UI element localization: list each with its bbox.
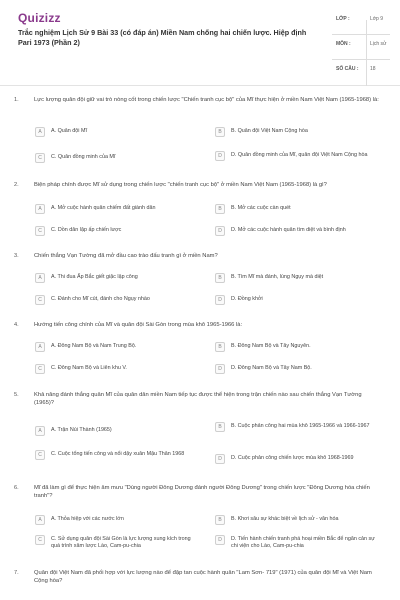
question-number: 5. — [14, 392, 19, 398]
option-letter-badge: A — [35, 515, 45, 525]
option-letter-badge: C — [35, 535, 45, 545]
question-number: 3. — [14, 253, 19, 259]
option-letter-badge: B — [215, 273, 225, 283]
meta-divider — [366, 20, 367, 86]
option-letter-badge: D — [215, 151, 225, 161]
option-text: A. Trận Núi Thành (1965) — [51, 427, 112, 433]
option-letter-badge: B — [215, 515, 225, 525]
option-text: D. Đồng khởi — [231, 296, 263, 302]
option-text: A. Quân đội Mĩ — [51, 128, 87, 134]
option-text: C. Đánh cho Mĩ cút, đánh cho Ngụy nhào — [51, 296, 150, 302]
worksheet-header — [0, 0, 400, 86]
option-letter-badge: C — [35, 226, 45, 236]
option-text: C. Quân đồng minh của Mĩ — [51, 154, 116, 160]
count-label: SỐ CÂU : — [336, 66, 359, 72]
option-text: C. Dồn dân lập ấp chiến lược — [51, 227, 122, 233]
option-letter-badge: A — [35, 127, 45, 137]
option-letter-badge: D — [215, 226, 225, 236]
meta-separator — [332, 59, 390, 60]
option-text: B. Mở các cuộc càn quét — [231, 205, 291, 211]
option-letter-badge: B — [215, 422, 225, 432]
option-letter-badge: B — [215, 127, 225, 137]
option-text: D. Tiến hành chiến tranh phá hoại miền Bắc để ngăn cản sự chi viện cho Lào, Cam-pu-chia — [231, 536, 375, 549]
count-value: 18 — [370, 66, 376, 72]
option-letter-badge: B — [215, 204, 225, 214]
question-number: 6. — [14, 485, 19, 491]
question-number: 4. — [14, 322, 19, 328]
worksheet-title: Trắc nghiệm Lịch Sử 9 Bài 33 (có đáp án) Miền Nam chống hai chiến lược. Hiệp định Pari 1973 (Phần 2) — [18, 28, 307, 47]
question-text: Mĩ đã làm gì để thực hiện âm mưu "Dùng người Đông Dương đánh người Đông Dương" trong chiến lược "Đông Dương hóa chiến tranh"? — [34, 485, 370, 499]
option-letter-badge: B — [215, 342, 225, 352]
option-text: B. Khơi sâu sự khác biệt về lịch sử - văn hóa — [231, 516, 339, 522]
option-text: B. Quân đội Việt Nam Cộng hòa — [231, 128, 308, 134]
option-letter-badge: D — [215, 454, 225, 464]
option-text: A. Đông Nam Bộ và Nam Trung Bộ. — [51, 343, 137, 349]
option-letter-badge: C — [35, 364, 45, 374]
option-text: D. Quân đồng minh của Mĩ, quân đội Việt Nam Cộng hòa — [231, 152, 368, 158]
option-letter-badge: A — [35, 204, 45, 214]
question-text: Biện pháp chính được Mĩ sử dụng trong chiến lược "chiến tranh cục bộ" ở miền Nam Việt Nam (1965-1968) là gì? — [34, 182, 327, 188]
option-text: D. Cuộc phản công chiến lược mùa khô 1968-1969 — [231, 455, 354, 461]
option-text: C. Đông Nam Bộ và Liên khu V. — [51, 365, 127, 371]
option-letter-badge: C — [35, 295, 45, 305]
subject-label: MÔN : — [336, 41, 351, 47]
question-text: Quân đội Việt Nam đã phối hợp với lực lượng nào để đập tan cuộc hành quân "Lam Sơn- 719" (1971) của quân đội Mĩ và Việt Nam Cộng hòa? — [34, 570, 372, 584]
option-letter-badge: A — [35, 426, 45, 436]
option-text: C. Sử dụng quân đội Sài Gòn là lực lượng xung kích trong quá trình xâm lược Lào, Cam-pu-chia — [51, 536, 191, 549]
option-letter-badge: D — [215, 364, 225, 374]
subject-value: Lịch sử — [370, 41, 387, 47]
option-text: D. Đông Nam Bộ và Tây Nam Bộ. — [231, 365, 312, 371]
option-text: A. Mở cuộc hành quân chiếm đất giành dân — [51, 205, 156, 211]
quizizz-logo: Quizizz — [18, 11, 61, 25]
option-text: A. Thỏa hiệp với các nước lớn — [51, 516, 124, 522]
option-letter-badge: A — [35, 273, 45, 283]
option-letter-badge: C — [35, 153, 45, 163]
option-letter-badge: A — [35, 342, 45, 352]
option-letter-badge: C — [35, 450, 45, 460]
question-number: 2. — [14, 182, 19, 188]
option-letter-badge: D — [215, 295, 225, 305]
option-text: C. Cuộc tổng tiến công và nổi dậy xuân Mậu Thân 1968 — [51, 451, 185, 457]
question-text: Lực lượng quân đội giữ vai trò nòng cốt trong chiến lược "Chiến tranh cục bộ" của Mĩ thực hiện ở miền Nam Việt Nam (1965-1968) là: — [34, 97, 379, 103]
option-text: B. Tìm Mĩ mà đánh, lùng Ngụy mà diệt — [231, 274, 324, 280]
option-text: A. Thi đua Ấp Bắc giết giặc lập công — [51, 274, 138, 280]
question-text: Hướng tiến công chính của Mĩ và quân đội Sài Gòn trong mùa khô 1965-1966 là: — [34, 322, 243, 328]
grade-label: LỚP : — [336, 16, 350, 22]
question-text: Khả năng đánh thắng quân Mĩ của quân dân miền Nam tiếp tục được thể hiện trong trận chiến nào sau chiến thắng Vạn Tường (1965)? — [34, 392, 362, 406]
question-text: Chiến thắng Vạn Tường đã mở đầu cao trào đấu tranh gì ở miền Nam? — [34, 253, 218, 259]
option-letter-badge: D — [215, 535, 225, 545]
grade-value: Lớp 9 — [370, 16, 384, 22]
question-number: 7. — [14, 570, 19, 576]
option-text: D. Mở các cuộc hành quân tìm diệt và bình định — [231, 227, 346, 233]
meta-separator — [332, 34, 390, 35]
question-number: 1. — [14, 97, 19, 103]
option-text: B. Đông Nam Bộ và Tây Nguyên. — [231, 343, 311, 349]
option-text: B. Cuộc phản công hai mùa khô 1965-1966 và 1966-1967 — [231, 423, 370, 429]
